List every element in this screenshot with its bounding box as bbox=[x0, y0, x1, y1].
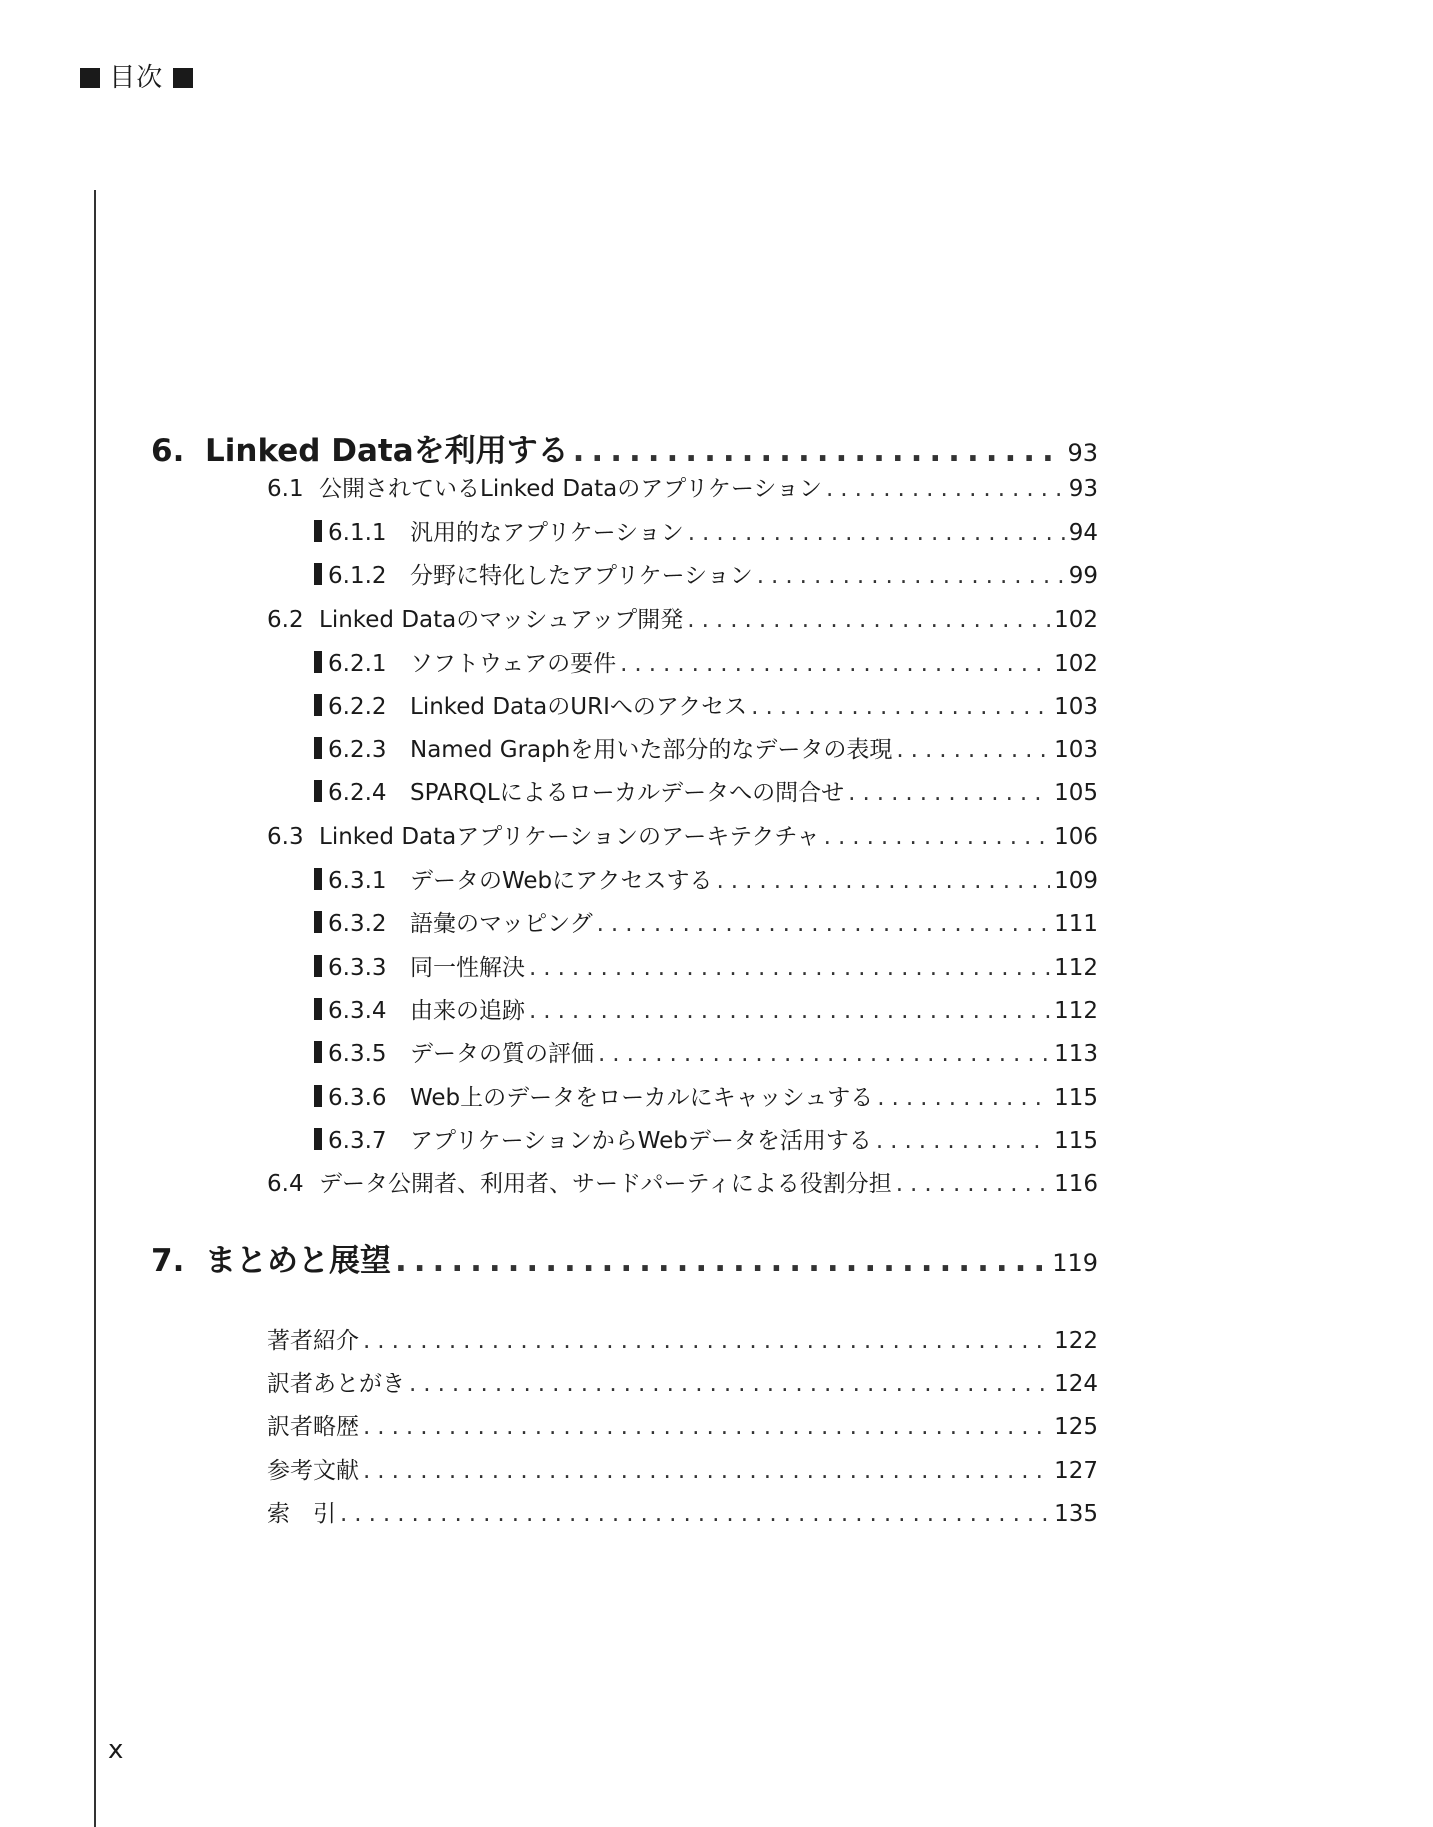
toc-entry-title: Linked Dataのマッシュアップ開発 bbox=[319, 607, 684, 633]
toc-entry-title: 由来の追跡 bbox=[410, 998, 525, 1024]
square-bullet-icon bbox=[80, 68, 100, 88]
toc-entry-page: 113 bbox=[1054, 1041, 1098, 1067]
toc-entry-page: 122 bbox=[1054, 1328, 1098, 1354]
block-bullet-icon bbox=[314, 780, 322, 802]
toc-entry-page: 125 bbox=[1054, 1414, 1098, 1440]
toc-entry-title: Linked Dataアプリケーションのアーキテクチャ bbox=[319, 824, 820, 850]
toc-entry-section[interactable] bbox=[267, 601, 1098, 634]
toc-entry-title: Named Graphを用いた部分的なデータの表現 bbox=[410, 737, 893, 763]
toc-entry-page: 99 bbox=[1068, 563, 1098, 589]
toc-entry-subsection[interactable] bbox=[314, 992, 1098, 1025]
dot-leader bbox=[826, 476, 1065, 502]
dot-leader bbox=[688, 520, 1065, 546]
dot-leader bbox=[573, 433, 1064, 469]
toc-entry-title: Linked DataのURIへのアクセス bbox=[410, 694, 748, 720]
toc-entry-number: 6.1.1 bbox=[328, 520, 387, 546]
toc-entry-page: 105 bbox=[1054, 780, 1098, 806]
block-bullet-icon bbox=[314, 694, 322, 716]
toc-entry-number: 6.3 bbox=[267, 824, 304, 850]
toc-entry-title: 参考文献 bbox=[267, 1458, 359, 1484]
toc-entry-number: 6.2.3 bbox=[328, 737, 387, 763]
toc-entry-title: データのWebにアクセスする bbox=[410, 868, 713, 894]
toc-entry-page: 116 bbox=[1054, 1171, 1098, 1197]
toc-entry-title: データの質の評価 bbox=[410, 1041, 594, 1067]
toc-entry-section[interactable] bbox=[267, 470, 1098, 503]
toc-entry-page: 102 bbox=[1054, 607, 1098, 633]
dot-leader bbox=[395, 1243, 1048, 1279]
toc-entry-subsection[interactable] bbox=[314, 557, 1098, 590]
block-bullet-icon bbox=[314, 1041, 322, 1063]
block-bullet-icon bbox=[314, 1128, 322, 1150]
dot-leader bbox=[597, 911, 1050, 937]
toc-entry-title: 公開されているLinked Dataのアプリケーション bbox=[319, 476, 822, 502]
toc-entry-section[interactable] bbox=[267, 1165, 1098, 1198]
toc-entry-subsection[interactable] bbox=[314, 731, 1098, 764]
dot-leader bbox=[529, 955, 1050, 981]
toc-entry-subsection[interactable] bbox=[314, 905, 1098, 938]
toc-entry-appendix[interactable] bbox=[267, 1365, 1098, 1398]
dot-leader bbox=[363, 1328, 1050, 1354]
block-bullet-icon bbox=[314, 911, 322, 933]
toc-entry-page: 124 bbox=[1054, 1371, 1098, 1397]
block-bullet-icon bbox=[314, 520, 322, 542]
toc-entry-title: Web上のデータをローカルにキャッシュする bbox=[410, 1085, 874, 1111]
dot-leader bbox=[896, 737, 1050, 763]
dot-leader bbox=[363, 1414, 1050, 1440]
dot-leader bbox=[757, 563, 1065, 589]
toc-entry-page: 103 bbox=[1054, 694, 1098, 720]
toc-entry-number: 6.4 bbox=[267, 1171, 304, 1197]
toc-entry-title: まとめと展望 bbox=[205, 1243, 391, 1279]
dot-leader bbox=[620, 651, 1050, 677]
block-bullet-icon bbox=[314, 563, 322, 585]
toc-entry-title: 索 引 bbox=[267, 1501, 336, 1527]
toc-entry-page: 115 bbox=[1054, 1128, 1098, 1154]
toc-entry-number: 6. bbox=[151, 433, 185, 469]
toc-entry-page: 115 bbox=[1054, 1085, 1098, 1111]
toc-entry-appendix[interactable] bbox=[267, 1408, 1098, 1441]
dot-leader bbox=[896, 1171, 1050, 1197]
toc-entry-page: 94 bbox=[1068, 520, 1098, 546]
toc-entry-subsection[interactable] bbox=[314, 1122, 1098, 1155]
toc-entry-chapter[interactable] bbox=[151, 1235, 1098, 1280]
toc-entry-title: SPARQLによるローカルデータへの問合せ bbox=[410, 780, 845, 806]
toc-entry-title: 汎用的なアプリケーション bbox=[410, 520, 684, 546]
toc-entry-subsection[interactable] bbox=[314, 645, 1098, 678]
toc-entry-number: 6.3.3 bbox=[328, 955, 387, 981]
toc-entry-title: 著者紹介 bbox=[267, 1328, 359, 1354]
dot-leader bbox=[687, 607, 1050, 633]
toc-entry-title: 訳者略歴 bbox=[267, 1414, 359, 1440]
toc-entry-page: 106 bbox=[1054, 824, 1098, 850]
toc-entry-title: アプリケーションからWebデータを活用する bbox=[410, 1128, 872, 1154]
toc-entry-page: 127 bbox=[1054, 1458, 1098, 1484]
toc-entry-subsection[interactable] bbox=[314, 1079, 1098, 1112]
toc-entry-number: 6.3.1 bbox=[328, 868, 387, 894]
dot-leader bbox=[751, 694, 1050, 720]
toc-entry-page: 111 bbox=[1054, 911, 1098, 937]
toc-entry-appendix[interactable] bbox=[267, 1452, 1098, 1485]
toc-entry-number: 6.2.2 bbox=[328, 694, 387, 720]
toc-entry-title: 同一性解決 bbox=[410, 955, 525, 981]
dot-leader bbox=[877, 1085, 1050, 1111]
toc-entry-page: 93 bbox=[1068, 476, 1098, 502]
toc-entry-title: Linked Dataを利用する bbox=[205, 433, 569, 469]
dot-leader bbox=[848, 780, 1050, 806]
dot-leader bbox=[598, 1041, 1050, 1067]
toc-entry-number: 6.3.7 bbox=[328, 1128, 387, 1154]
toc-entry-subsection[interactable] bbox=[314, 949, 1098, 982]
running-header bbox=[80, 62, 193, 94]
toc-entry-title: ソフトウェアの要件 bbox=[410, 651, 617, 677]
margin-rule bbox=[94, 190, 96, 1827]
block-bullet-icon bbox=[314, 955, 322, 977]
toc-entry-title: 分野に特化したアプリケーション bbox=[410, 563, 753, 589]
toc-entry-page: 109 bbox=[1054, 868, 1098, 894]
toc-entry-number: 7. bbox=[151, 1243, 185, 1279]
toc-entry-subsection[interactable] bbox=[314, 774, 1098, 807]
page-number: x bbox=[108, 1735, 124, 1765]
toc-entry-appendix[interactable] bbox=[267, 1322, 1098, 1355]
toc-entry-page: 135 bbox=[1054, 1501, 1098, 1527]
block-bullet-icon bbox=[314, 737, 322, 759]
dot-leader bbox=[716, 868, 1050, 894]
block-bullet-icon bbox=[314, 1085, 322, 1107]
square-bullet-icon bbox=[173, 68, 193, 88]
toc-entry-number: 6.3.4 bbox=[328, 998, 387, 1024]
toc-entry-number: 6.3.2 bbox=[328, 911, 387, 937]
toc-entry-subsection[interactable] bbox=[314, 862, 1098, 895]
block-bullet-icon bbox=[314, 651, 322, 673]
toc-entry-subsection[interactable] bbox=[314, 688, 1098, 721]
dot-leader bbox=[363, 1458, 1050, 1484]
toc-entry-number: 6.2.4 bbox=[328, 780, 387, 806]
toc-entry-number: 6.3.6 bbox=[328, 1085, 387, 1111]
toc-entry-title: 語彙のマッピング bbox=[410, 911, 593, 937]
toc-entry-page: 103 bbox=[1054, 737, 1098, 763]
toc-entry-section[interactable] bbox=[267, 818, 1098, 851]
toc-entry-title: データ公開者、利用者、サードパーティによる役割分担 bbox=[319, 1171, 892, 1197]
dot-leader bbox=[824, 824, 1050, 850]
dot-leader bbox=[340, 1501, 1050, 1527]
toc-entry-page: 112 bbox=[1054, 955, 1098, 981]
block-bullet-icon bbox=[314, 998, 322, 1020]
dot-leader bbox=[409, 1371, 1050, 1397]
toc-entry-appendix[interactable] bbox=[267, 1495, 1098, 1528]
dot-leader bbox=[529, 998, 1050, 1024]
toc-entry-title: 訳者あとがき bbox=[267, 1371, 405, 1397]
block-bullet-icon bbox=[314, 868, 322, 890]
toc-entry-subsection[interactable] bbox=[314, 514, 1098, 547]
header-title: 目次 bbox=[109, 63, 164, 93]
toc-entry-subsection[interactable] bbox=[314, 1035, 1098, 1068]
toc-entry-number: 6.3.5 bbox=[328, 1041, 387, 1067]
toc-entry-number: 6.1.2 bbox=[328, 563, 387, 589]
toc-entry-page: 93 bbox=[1067, 439, 1098, 467]
toc-entry-number: 6.2 bbox=[267, 607, 304, 633]
toc-entry-page: 102 bbox=[1054, 651, 1098, 677]
dot-leader bbox=[876, 1128, 1050, 1154]
toc-entry-page: 112 bbox=[1054, 998, 1098, 1024]
toc-entry-chapter[interactable] bbox=[151, 425, 1098, 470]
toc-entry-number: 6.1 bbox=[267, 476, 304, 502]
toc-entry-page: 119 bbox=[1052, 1249, 1098, 1277]
toc-entry-number: 6.2.1 bbox=[328, 651, 387, 677]
